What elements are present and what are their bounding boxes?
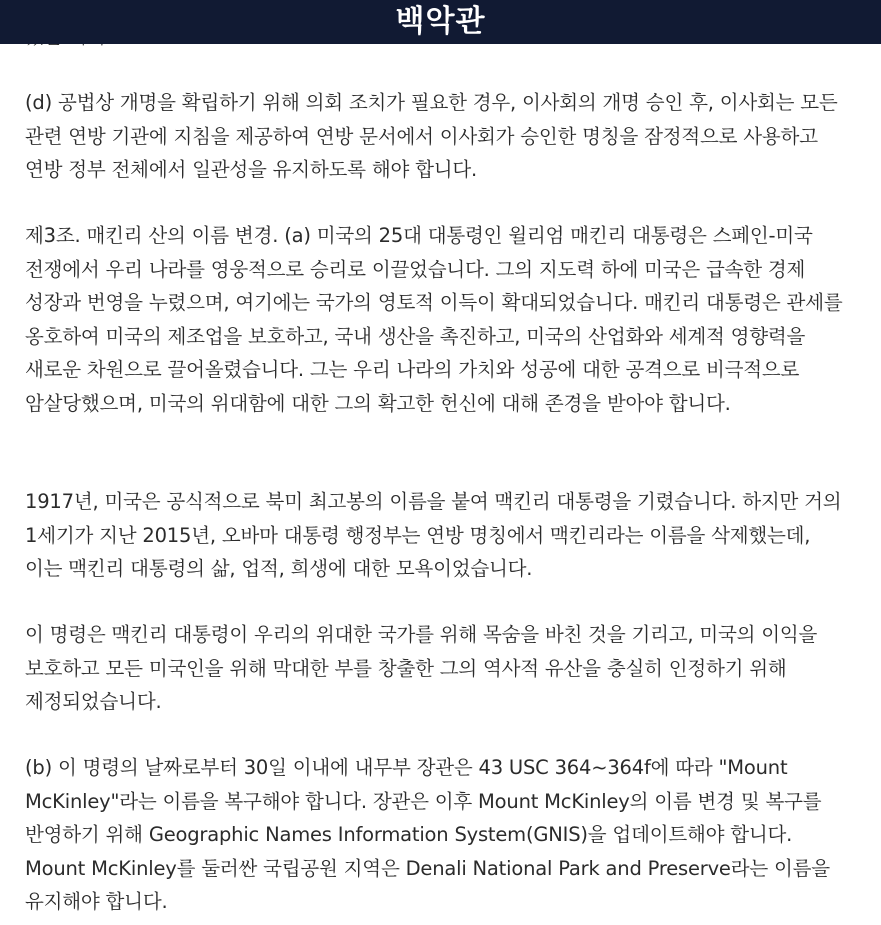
- paragraph-section2-d: (d) 공법상 개명을 확립하기 위해 의회 조치가 필요한 경우, 이사회의 개명 승인 후, 이사회는 모든 관련 연방 기관에 지침을 제공하여 연방 문서에서 이사회가 승인한 명칭을 잠정적으로 사용하고 연방 정부 전체에서 일관성을 유지하도록 해야 합니다.: [25, 91, 838, 181]
- paragraph-section3-b: (b) 이 명령의 날짜로부터 30일 이내에 내무부 장관은 43 USC 364~364f에 따라 "Mount McKinley"라는 이름을 복구해야 합니다. 장관은 이후 Mount McKinley의 이름 변경 및 복구를 반영하기 위해 Geographic Names Information System(GNIS)을 업데이트해야 합니다. Mount McKinley를 둘러싼 국립공원 지역은 Denali National Park and Preserve라는 이름을 유지해야 합니다.: [25, 756, 830, 913]
- header-title: 백악관: [395, 4, 486, 39]
- paragraph-order-purpose: 이 명령은 맥킨리 대통령이 우리의 위대한 국가를 위해 목숨을 바친 것을 기리고, 미국의 이익을 보호하고 모든 미국인을 위해 막대한 부를 창출한 그의 역사적 유산을 충실히 인정하기 위해 제정되었습니다.: [25, 623, 818, 713]
- site-header: [0, 0, 881, 44]
- paragraph-1917-history: 1917년, 미국은 공식적으로 북미 최고봉의 이름을 붙여 맥킨리 대통령을 기렸습니다. 하지만 거의 1세기가 지난 2015년, 오바마 대통령 행정부는 연방 명칭에서 맥킨리라는 이름을 삭제했는데, 이는 맥킨리 대통령의 삶, 업적, 희생에 대한 모욕이었습니다.: [25, 490, 842, 580]
- paragraph-section3-a: 제3조. 매킨리 산의 이름 변경. (a) 미국의 25대 대통령인 윌리엄 매킨리 대통령은 스페인-미국 전쟁에서 우리 나라를 영웅적으로 승리로 이끌었습니다. 그의 지도력 하에 미국은 급속한 경제 성장과 번영을 누렸으며, 여기에는 국가의 영토적 이득이 확대되었습니다. 매킨리 대통령은 관세를 옹호하여 미국의 제조업을 보호하고, 국내 생산을 촉진하고, 미국의 산업화와 세계적 영향력을 새로운 차원으로 끌어올렸습니다. 그는 우리 나라의 가치와 성공에 대한 공격으로 비극적으로 암살당했으며, 미국의 위대함에 대한 그의 확고한 헌신에 대해 존경을 받아야 합니다.: [25, 224, 843, 415]
